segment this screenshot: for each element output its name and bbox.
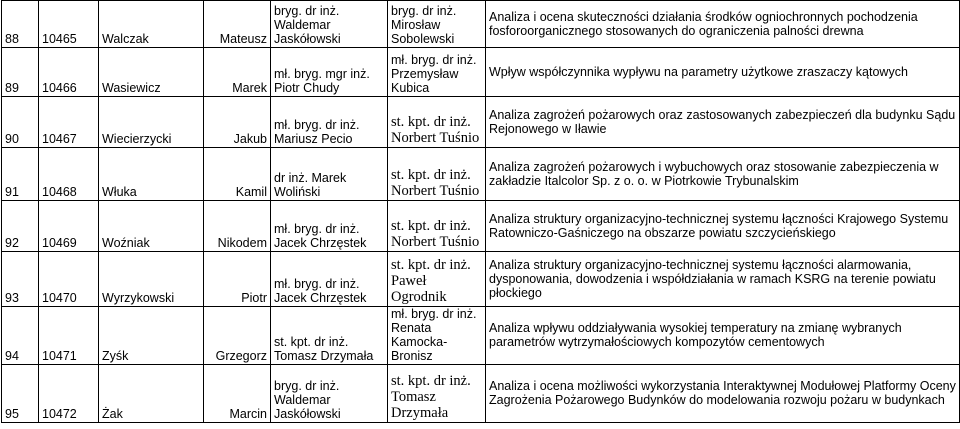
row-number: 93 <box>2 252 39 307</box>
thesis-topic <box>486 252 960 307</box>
thesis-topic-line: Analiza wpływu oddziaływania wysokiej temperatury na zmianę wybranych <box>489 321 902 335</box>
supervisor-line: bryg. dr inż. <box>274 4 340 18</box>
supervisor-line: Jaskółowski <box>274 407 341 421</box>
reviewer-line: Norbert Tuśnio <box>391 234 480 250</box>
supervisor <box>271 365 388 423</box>
student-last-name: Wyrzykowski <box>99 252 204 307</box>
supervisor-line: mł. bryg. dr inż. <box>274 222 360 236</box>
student-last-name: Zyśk <box>99 307 204 365</box>
row-number: 92 <box>2 201 39 252</box>
supervisor-line: Mariusz Pecio <box>274 132 353 146</box>
table-row <box>2 201 960 252</box>
thesis-topic-line: Wpływ współczynnika wypływu na parametry użytkowe zraszaczy kątowych <box>489 64 908 79</box>
reviewer-line: Norbert Tuśnio <box>391 130 480 146</box>
table-row <box>2 97 960 148</box>
thesis-topic-line: płockiego <box>489 285 542 300</box>
thesis-topic <box>486 201 960 252</box>
supervisor-line: Jacek Chrzęstek <box>274 291 367 305</box>
reviewer-line: Sobolewski <box>391 32 455 46</box>
supervisor-line: Jaskółowski <box>274 32 341 46</box>
reviewer-line: Kubica <box>391 81 430 95</box>
thesis-topic-line: zakładzie Italcolor Sp. z o. o. w Piotrkowie Trybunalskim <box>489 173 799 188</box>
reviewer <box>388 97 486 148</box>
reviewer-line: mł. bryg. dr inż. <box>391 307 477 321</box>
student-index: 10471 <box>39 307 99 365</box>
student-last-name: Wasiewicz <box>99 48 204 97</box>
supervisor-line: Waldemar <box>274 393 331 407</box>
reviewer-line: st. kpt. dr inż. <box>391 114 471 130</box>
supervisor-line: mł. bryg. mgr inż. <box>274 67 370 81</box>
student-first-name: Marek <box>204 48 271 97</box>
reviewer-line: st. kpt. dr inż. <box>391 373 471 389</box>
reviewer-line: st. kpt. dr inż. <box>391 218 471 234</box>
student-first-name: Nikodem <box>204 201 271 252</box>
supervisor-line: Piotr Chudy <box>274 81 340 95</box>
supervisor <box>271 252 388 307</box>
table-row <box>2 307 960 365</box>
reviewer <box>388 307 486 365</box>
reviewer-line: Tomasz <box>391 389 436 405</box>
supervisor <box>271 1 388 48</box>
student-first-name: Grzegorz <box>204 307 271 365</box>
thesis-topic-line: Ratowniczo-Gaśniczego na obszarze powiatu szczycieńskiego <box>489 225 836 240</box>
table-row <box>2 365 960 423</box>
reviewer <box>388 148 486 201</box>
thesis-topic-line: Rejonowego w Iławie <box>489 121 607 136</box>
supervisor <box>271 148 388 201</box>
supervisor-line: Tomasz Drzymała <box>274 349 374 363</box>
reviewer-line: st. kpt. dr inż. <box>391 257 471 273</box>
reviewer <box>388 201 486 252</box>
thesis-topic-line: Analiza i ocena możliwości wykorzystania Interaktywnej Modułowej Platformy Oceny <box>489 379 956 393</box>
student-first-name: Kamil <box>204 148 271 201</box>
supervisor-line: Woliński <box>274 185 321 199</box>
row-number: 90 <box>2 97 39 148</box>
student-first-name: Jakub <box>204 97 271 148</box>
student-last-name: Włuka <box>99 148 204 201</box>
thesis-topic <box>486 365 960 423</box>
supervisor <box>271 97 388 148</box>
table-row <box>2 252 960 307</box>
reviewer <box>388 48 486 97</box>
reviewer <box>388 252 486 307</box>
supervisor-line: mł. bryg. dr inż. <box>274 277 360 291</box>
supervisor-line: bryg. dr inż. <box>274 379 340 393</box>
supervisor <box>271 48 388 97</box>
thesis-topic <box>486 1 960 48</box>
thesis-topic-line: Zagrożenia Pożarowego Budynków do modelowania rozwoju pożaru w budynkach <box>489 393 945 407</box>
reviewer-line: mł. bryg. dr inż. <box>391 53 477 67</box>
student-index: 10465 <box>39 1 99 48</box>
supervisor-line: mł. bryg. dr inż. <box>274 118 360 132</box>
student-index: 10467 <box>39 97 99 148</box>
row-number: 95 <box>2 365 39 423</box>
theses-table <box>1 0 960 423</box>
reviewer-line: bryg. dr inż. <box>391 4 457 18</box>
supervisor-line: Waldemar <box>274 18 331 32</box>
supervisor-line: st. kpt. dr inż. <box>274 335 349 349</box>
reviewer-line: Bronisz <box>391 349 433 363</box>
table-row <box>2 148 960 201</box>
student-index: 10469 <box>39 201 99 252</box>
thesis-topic-line: Analiza i ocena skuteczności działania środków ogniochronnych pochodzenia <box>489 9 918 24</box>
row-number: 91 <box>2 148 39 201</box>
student-index: 10466 <box>39 48 99 97</box>
student-first-name: Piotr <box>204 252 271 307</box>
thesis-topic-line: fosforoorganicznego stosowanych do ograniczenia palności drewna <box>489 23 864 38</box>
student-index: 10472 <box>39 365 99 423</box>
thesis-topic-line: parametrów wytrzymałościowych kompozytów cementowych <box>489 335 825 349</box>
thesis-topic <box>486 48 960 97</box>
row-number: 94 <box>2 307 39 365</box>
reviewer-line: Ogrodnik <box>391 289 447 305</box>
reviewer-line: Przemysław <box>391 67 459 81</box>
reviewer <box>388 365 486 423</box>
table-row <box>2 48 960 97</box>
reviewer-line: Paweł <box>391 273 427 289</box>
thesis-topic-line: Analiza struktury organizacyjno-technicznej systemu łączności Krajowego Systemu <box>489 211 949 226</box>
table-row <box>2 1 960 48</box>
thesis-topic-line: Analiza zagrożeń pożarowych oraz zastosowanych zabezpieczeń dla budynku Sądu <box>489 107 956 122</box>
supervisor-line: Jacek Chrzęstek <box>274 236 367 250</box>
student-last-name: Woźniak <box>99 201 204 252</box>
reviewer-line: Kamocka- <box>391 335 448 349</box>
reviewer-line: st. kpt. dr inż. <box>391 167 471 183</box>
student-first-name: Marcin <box>204 365 271 423</box>
thesis-topic-line: Analiza zagrożeń pożarowych i wybuchowych oraz stosowanie zabezpieczenia w <box>489 159 939 174</box>
reviewer-line: Mirosław <box>391 18 441 32</box>
row-number: 89 <box>2 48 39 97</box>
reviewer-line: Norbert Tuśnio <box>391 183 480 199</box>
thesis-topic <box>486 307 960 365</box>
thesis-topic-line: dysponowania, dowodzenia i współdziałania w ramach KSRG na terenie powiatu <box>489 271 936 286</box>
student-last-name: Wiecierzycki <box>99 97 204 148</box>
student-last-name: Żak <box>99 365 204 423</box>
thesis-topic-line: Analiza struktury organizacyjno-technicznej systemu łączności alarmowania, <box>489 257 912 272</box>
student-index: 10470 <box>39 252 99 307</box>
thesis-topic <box>486 97 960 148</box>
student-index: 10468 <box>39 148 99 201</box>
student-last-name: Walczak <box>99 1 204 48</box>
reviewer-line: Renata <box>391 321 432 335</box>
supervisor-line: dr inż. Marek <box>274 171 347 185</box>
reviewer <box>388 1 486 48</box>
supervisor <box>271 201 388 252</box>
supervisor <box>271 307 388 365</box>
student-first-name: Mateusz <box>204 1 271 48</box>
row-number: 88 <box>2 1 39 48</box>
thesis-topic <box>486 148 960 201</box>
reviewer-line: Drzymała <box>391 405 449 421</box>
